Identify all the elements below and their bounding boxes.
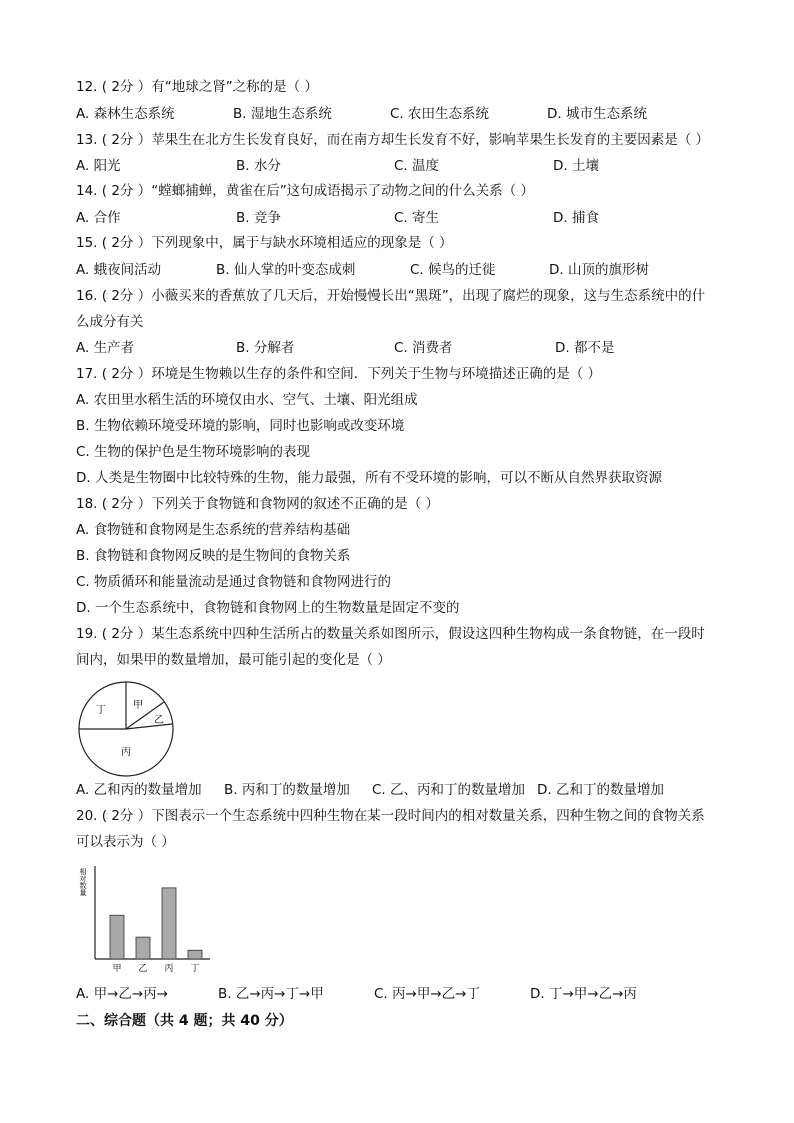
q12-option-c[interactable]: C. 农田生态系统 (390, 106, 490, 122)
pie-label-jia: 甲 (133, 700, 143, 711)
q12-option-d[interactable]: D. 城市生态系统 (547, 106, 647, 122)
bar-label-3: 丁 (190, 964, 200, 974)
q16-stem-line2: 么成分有关 (76, 314, 144, 330)
q19-option-d[interactable]: D. 乙和丁的数量增加 (537, 782, 664, 798)
q19-pie-figure (76, 678, 180, 782)
pie-label-yi: 乙 (154, 715, 164, 726)
q17-stem: 17. ( 2分 ）环境是生物赖以生存的条件和空间．下列关于生物与环境描述正确的是（ ） (76, 366, 601, 382)
q17-option-c[interactable]: C. 生物的保护色是生物环境影响的表现 (76, 444, 311, 460)
q15-option-c[interactable]: C. 候鸟的迁徙 (410, 262, 496, 278)
q14-option-a[interactable]: A. 合作 (76, 210, 121, 226)
q20-option-d[interactable]: D. 丁→甲→乙→丙 (530, 986, 637, 1002)
bar-label-0: 甲 (112, 964, 122, 974)
bar-label-2: 丙 (164, 964, 174, 974)
q15-option-b[interactable]: B. 仙人掌的叶变态成刺 (216, 262, 356, 278)
q18-option-a[interactable]: A. 食物链和食物网是生态系统的营养结构基础 (76, 522, 351, 538)
pie-label-bing: 丙 (121, 747, 131, 758)
q18-option-d[interactable]: D. 一个生态系统中，食物链和食物网上的生物数量是固定不变的 (76, 600, 460, 616)
q13-stem: 13. ( 2分 ）苹果生在北方生长发育良好，而在南方却生长发育不好，影响苹果生长发育的主要因素是（ ） (76, 132, 709, 148)
q15-stem: 15. ( 2分 ）下列现象中，属于与缺水环境相适应的现象是（ ） (76, 235, 453, 251)
q17-option-b[interactable]: B. 生物依赖环境受环境的影响，同时也影响或改变环境 (76, 418, 405, 434)
q18-option-b[interactable]: B. 食物链和食物网反映的是生物间的食物关系 (76, 548, 351, 564)
q14-option-b[interactable]: B. 竞争 (236, 210, 281, 226)
q20-stem-line2: 可以表示为（ ） (76, 834, 175, 850)
q13-option-d[interactable]: D. 土壤 (553, 158, 599, 174)
bar-label-1: 乙 (138, 964, 148, 974)
q13-option-a[interactable]: A. 阳光 (76, 158, 121, 174)
q14-option-d[interactable]: D. 捕食 (553, 210, 599, 226)
q13-option-c[interactable]: C. 温度 (394, 158, 440, 174)
q16-option-a[interactable]: A. 生产者 (76, 340, 135, 356)
q16-option-b[interactable]: B. 分解者 (236, 340, 295, 356)
pie-label-ding: 丁 (96, 705, 106, 716)
q12-stem: 12. ( 2分 ）有“地球之肾”之称的是（ ） (76, 79, 318, 95)
q20-bar-chart (74, 862, 214, 978)
q15-option-d[interactable]: D. 山顶的旗形树 (549, 262, 649, 278)
bar-2 (162, 888, 176, 959)
q16-option-d[interactable]: D. 都不是 (555, 340, 615, 356)
q19-option-c[interactable]: C. 乙、丙和丁的数量增加 (372, 782, 526, 798)
q16-option-c[interactable]: C. 消费者 (394, 340, 453, 356)
bar-1 (136, 937, 150, 959)
q20-option-a[interactable]: A. 甲→乙→丙→ (76, 986, 169, 1002)
bar-0 (110, 915, 124, 959)
q20-option-c[interactable]: C. 丙→甲→乙→丁 (374, 986, 480, 1002)
q19-option-b[interactable]: B. 丙和丁的数量增加 (224, 782, 350, 798)
q12-option-a[interactable]: A. 森林生态系统 (76, 106, 175, 122)
q12-option-b[interactable]: B. 湿地生态系统 (233, 106, 332, 122)
q13-option-b[interactable]: B. 水分 (236, 158, 281, 174)
chart-ylabel: 相对数量 (79, 868, 87, 896)
q18-option-c[interactable]: C. 物质循环和能量流动是通过食物链和食物网进行的 (76, 574, 392, 590)
q17-option-a[interactable]: A. 农田里水稻生活的环境仅由水、空气、土壤、阳光组成 (76, 392, 418, 408)
q16-stem-line1: 16. ( 2分 ）小薇买来的香蕉放了几天后，开始慢慢长出“黑斑”，出现了腐烂的现象，这与生态系统中的什 (76, 288, 706, 304)
q14-option-c[interactable]: C. 寄生 (394, 210, 440, 226)
q19-stem-line2: 间内，如果甲的数量增加，最可能引起的变化是（ ） (76, 652, 391, 668)
q20-option-b[interactable]: B. 乙→丙→丁→甲 (218, 986, 324, 1002)
q17-option-d[interactable]: D. 人类是生物圈中比较特殊的生物，能力最强，所有不受环境的影响，可以不断从自然界获取资源 (76, 470, 662, 486)
bar-3 (188, 950, 202, 959)
section-2-heading: 二、综合题（共 4 题；共 40 分） (76, 1013, 293, 1029)
q14-stem: 14. ( 2分 ）“螳螂捕蝉，黄雀在后”这句成语揭示了动物之间的什么关系（ ） (76, 183, 534, 199)
q19-stem-line1: 19. ( 2分 ）某生态系统中四种生活所占的数量关系如图所示，假设这四种生物构成一条食物链，在一段时 (76, 626, 705, 642)
q20-stem-line1: 20. ( 2分 ）下图表示一个生态系统中四种生物在某一段时间内的相对数量关系，四种生物之间的食物关系 (76, 808, 705, 824)
q15-option-a[interactable]: A. 蛾夜间活动 (76, 262, 162, 278)
q19-option-a[interactable]: A. 乙和丙的数量增加 (76, 782, 202, 798)
q18-stem: 18. ( 2分 ）下列关于食物链和食物网的叙述不正确的是（ ） (76, 496, 439, 512)
